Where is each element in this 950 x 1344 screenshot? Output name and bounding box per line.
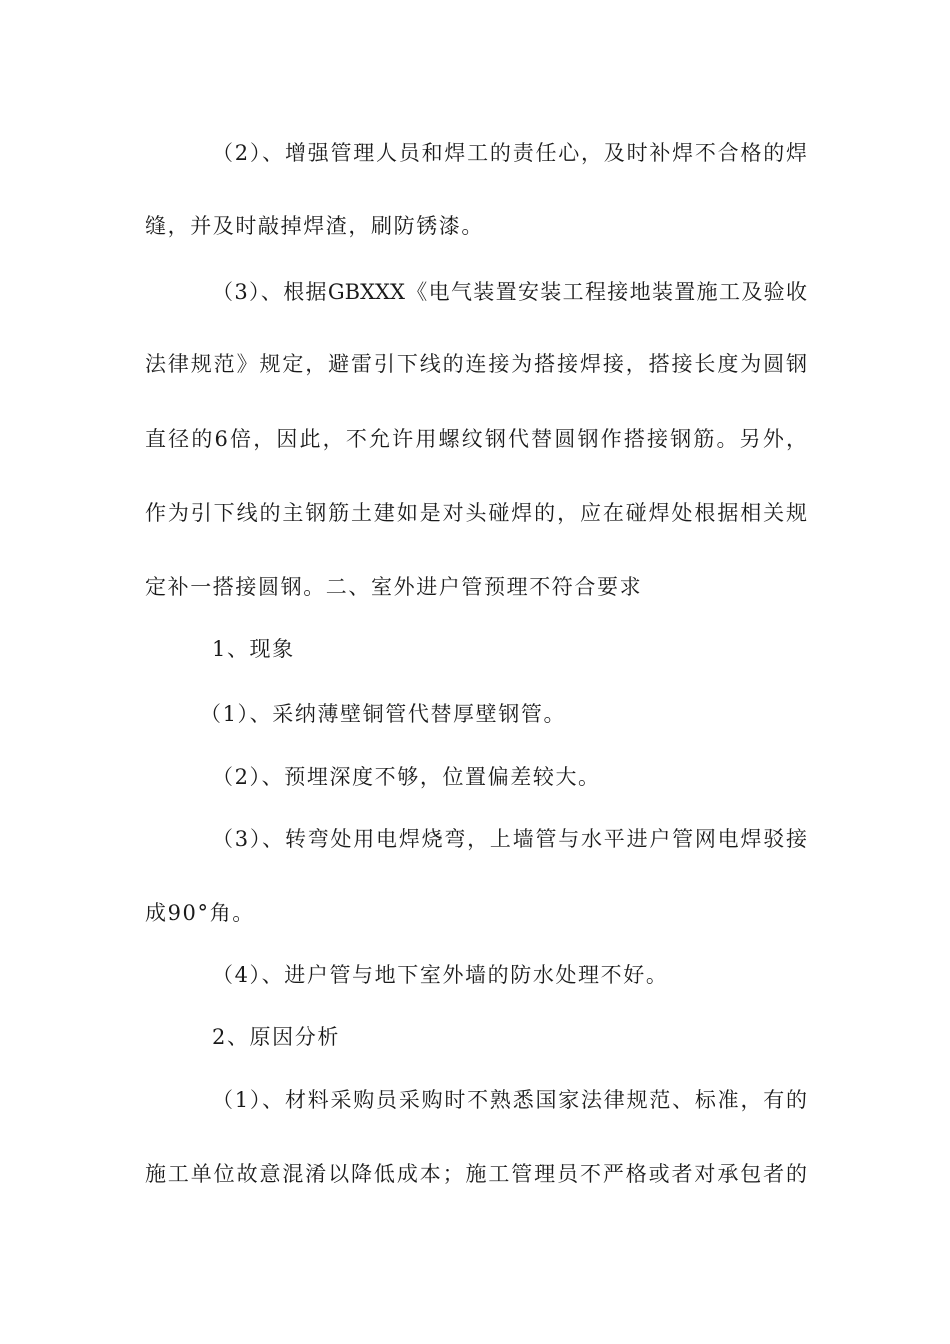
paragraph-line-5: 直径的6倍，因此，不允许用螺纹钢代替圆钢作搭接钢筋。另外， (145, 427, 807, 451)
paragraph-line-13: （4）、进户管与地下室外墙的防水处理不好。 (212, 963, 669, 987)
section-heading-cause-analysis: 2、原因分析 (212, 1025, 340, 1049)
paragraph-line-16: 施工单位故意混淆以降低成本；施工管理员不严格或者对承包者的 (145, 1162, 807, 1186)
paragraph-line-12: 成90°角。 (145, 901, 255, 925)
paragraph-line-1: （2）、增强管理人员和焊工的责任心，及时补焊不合格的焊 (212, 141, 807, 165)
paragraph-line-9: （1）、采纳薄壁铜管代替厚壁钢管。 (200, 702, 567, 726)
paragraph-line-4: 法律规范》规定，避雷引下线的连接为搭接焊接，搭接长度为圆钢 (145, 352, 807, 376)
paragraph-line-2: 缝，并及时敲掉焊渣，刷防锈漆。 (145, 214, 484, 238)
paragraph-line-15: （1）、材料采购员采购时不熟悉国家法律规范、标准，有的 (212, 1088, 807, 1112)
paragraph-line-6: 作为引下线的主钢筋土建如是对头碰焊的，应在碰焊处根据相关规 (145, 501, 807, 525)
section-heading-phenomenon: 1、现象 (212, 637, 295, 661)
paragraph-line-11: （3）、转弯处用电焊烧弯，上墙管与水平进户管网电焊驳接 (212, 827, 807, 851)
paragraph-line-7: 定补一搭接圆钢。二、室外进户管预理不符合要求 (145, 575, 643, 599)
paragraph-line-10: （2）、预埋深度不够，位置偏差较大。 (212, 765, 601, 789)
paragraph-line-3: （3）、根据GBXXX《电气装置安装工程接地装置施工及验收 (212, 280, 807, 304)
